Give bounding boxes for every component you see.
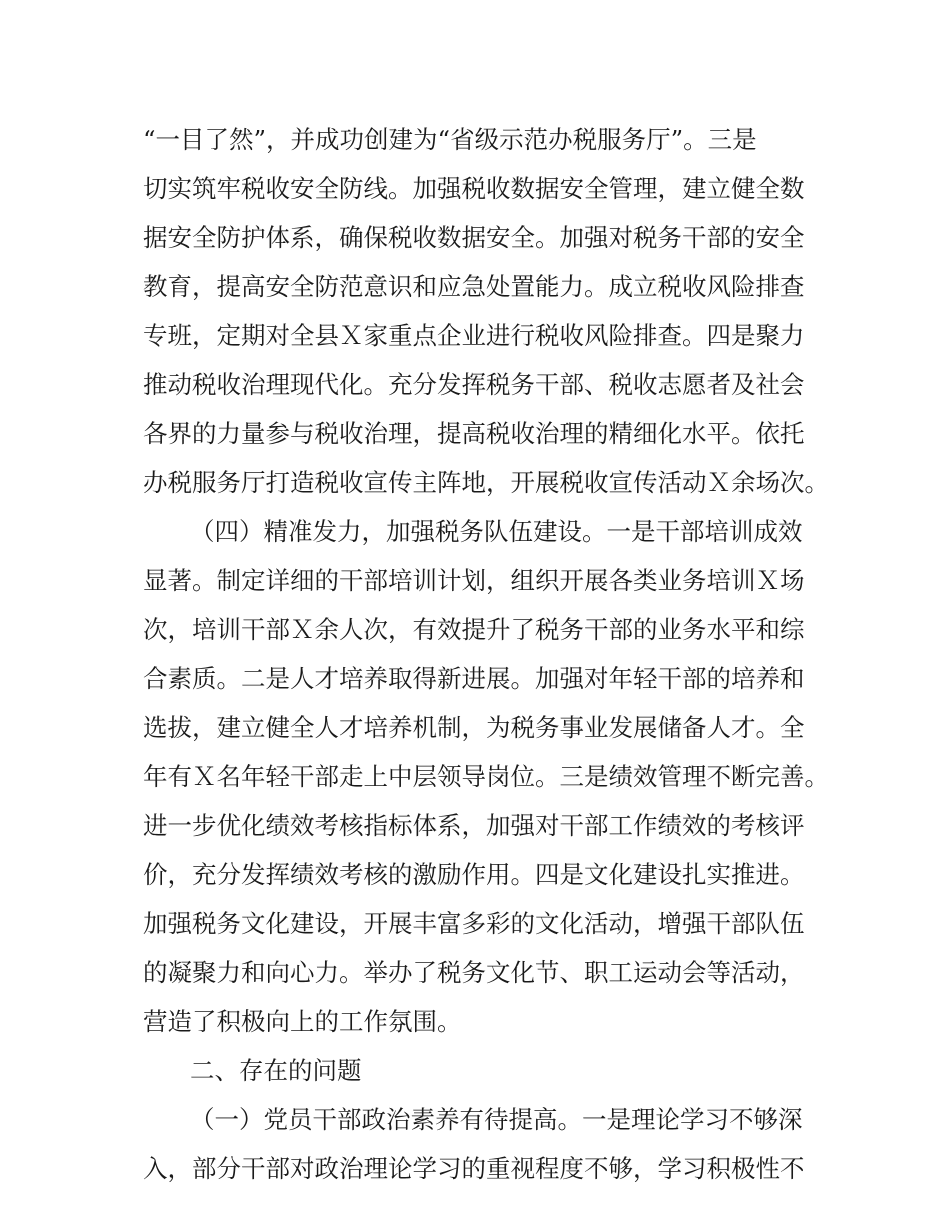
section-heading: 二、存在的问题 [190, 1056, 362, 1085]
text-line: 加强税务文化建设，开展丰富多彩的文化活动，增强干部队伍 [143, 909, 805, 938]
text-line: 合素质。二是人才培养取得新进展。加强对年轻干部的培养和 [143, 664, 805, 693]
text-line: 营造了积极向上的工作氛围。 [143, 1007, 462, 1036]
text-line: 教育，提高安全防范意识和应急处置能力。成立税收风险排查 [143, 272, 805, 301]
subsection-heading-1: （一）党员干部政治素养有待提高。一是理论学习不够深 [190, 1105, 803, 1134]
text-line: 入，部分干部对政治理论学习的重视程度不够，学习积极性不 [143, 1154, 805, 1183]
text-line: 年有Ｘ名年轻干部走上中层领导岗位。三是绩效管理不断完善。 [143, 762, 829, 791]
text-line: “一目了然”，并成功创建为“省级示范办税服务厅”。三是 [143, 125, 757, 154]
text-line: 价，充分发挥绩效考核的激励作用。四是文化建设扎实推进。 [143, 860, 805, 889]
text-line: 专班，定期对全县Ｘ家重点企业进行税收风险排查。四是聚力 [143, 321, 805, 350]
text-line: 据安全防护体系，确保税收数据安全。加强对税务干部的安全 [143, 223, 805, 252]
text-line: 办税服务厅打造税收宣传主阵地，开展税收宣传活动Ｘ余场次。 [143, 468, 829, 497]
text-line: 显著。制定详细的干部培训计划，组织开展各类业务培训Ｘ场 [143, 566, 805, 595]
text-line: 的凝聚力和向心力。举办了税务文化节、职工运动会等活动， [143, 958, 805, 987]
text-line: 进一步优化绩效考核指标体系，加强对干部工作绩效的考核评 [143, 811, 805, 840]
text-line: 各界的力量参与税收治理，提高税收治理的精细化水平。依托 [143, 419, 805, 448]
text-line: 切实筑牢税收安全防线。加强税收数据安全管理，建立健全数 [143, 174, 805, 203]
text-line: 次，培训干部Ｘ余人次，有效提升了税务干部的业务水平和综 [143, 615, 805, 644]
text-line: 选拔，建立健全人才培养机制，为税务事业发展储备人才。全 [143, 713, 805, 742]
text-line: 推动税收治理现代化。充分发挥税务干部、税收志愿者及社会 [143, 370, 805, 399]
section-heading-4: （四）精准发力，加强税务队伍建设。一是干部培训成效 [190, 517, 803, 546]
